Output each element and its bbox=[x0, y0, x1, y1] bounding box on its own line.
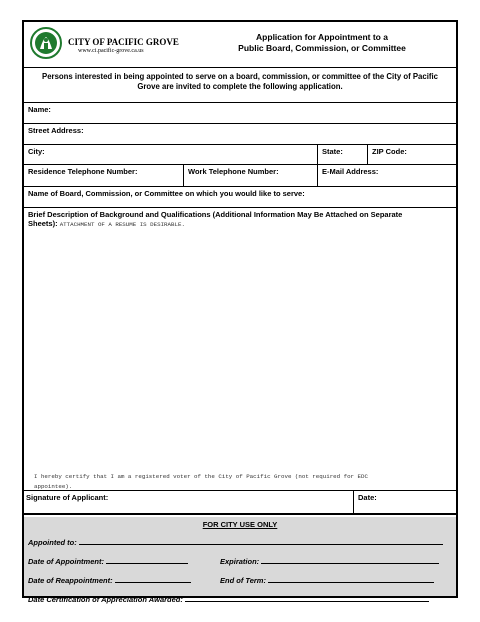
background-field[interactable] bbox=[24, 208, 456, 491]
end-of-term-label: End of Term: bbox=[220, 576, 266, 585]
street-address-field[interactable] bbox=[24, 124, 456, 145]
street-address-label: Street Address: bbox=[28, 126, 84, 135]
voter-certification bbox=[34, 472, 368, 492]
zip-label: ZIP Code: bbox=[372, 147, 407, 156]
date-of-appointment-field[interactable] bbox=[28, 556, 188, 566]
date-label: Date: bbox=[358, 493, 377, 502]
city-url: www.ci.pacific-grove.ca.us bbox=[78, 48, 144, 54]
title-line-1: Application for Appointment to a bbox=[256, 32, 388, 42]
appointed-to-line bbox=[79, 537, 443, 545]
state-label: State: bbox=[322, 147, 343, 156]
residence-phone-label: Residence Telephone Number: bbox=[28, 167, 138, 176]
name-field[interactable] bbox=[24, 103, 456, 124]
background-label-line-2 bbox=[28, 219, 402, 229]
date-of-appointment-line bbox=[106, 556, 188, 564]
board-name-field[interactable] bbox=[24, 187, 456, 208]
background-label-sheets: Sheets): bbox=[28, 219, 58, 228]
certification-line-1: I hereby certify that I am a registered voter of the City of Pacific Grove (not required for EDC bbox=[34, 473, 368, 480]
state-field[interactable] bbox=[318, 145, 368, 164]
zip-field[interactable] bbox=[368, 145, 456, 164]
residence-phone-field[interactable] bbox=[24, 165, 184, 186]
end-of-term-line bbox=[268, 575, 434, 583]
application-title bbox=[204, 32, 440, 54]
email-field[interactable] bbox=[318, 165, 456, 186]
appointed-to-field[interactable] bbox=[28, 537, 443, 547]
signature-row bbox=[24, 491, 456, 515]
city-seal-icon bbox=[30, 27, 62, 59]
appointed-to-label: Appointed to: bbox=[28, 538, 77, 547]
expiration-field[interactable] bbox=[220, 556, 439, 566]
date-of-appointment-label: Date of Appointment: bbox=[28, 557, 104, 566]
work-phone-label: Work Telephone Number: bbox=[188, 167, 279, 176]
city-use-title: FOR CITY USE ONLY bbox=[202, 520, 278, 529]
certification-line-2: appointee). bbox=[34, 483, 73, 490]
certification-award-field[interactable] bbox=[28, 594, 429, 604]
background-label bbox=[28, 210, 402, 229]
form-header bbox=[24, 22, 456, 68]
date-of-reappointment-line bbox=[115, 575, 191, 583]
application-form bbox=[22, 20, 458, 604]
city-use-section bbox=[24, 517, 456, 604]
name-label: Name: bbox=[28, 105, 51, 114]
background-label-line-1: Brief Description of Background and Qualifications (Additional Information May Be Attached on Separate bbox=[28, 210, 403, 219]
resume-note: ATTACHMENT OF A RESUME IS DESIRABLE. bbox=[59, 221, 185, 228]
date-field[interactable] bbox=[354, 491, 456, 513]
email-label: E-Mail Address: bbox=[322, 167, 379, 176]
end-of-term-field[interactable] bbox=[220, 575, 434, 585]
certification-award-line bbox=[185, 594, 429, 602]
certification-award-label: Date Certification of Appreciation Awarded: bbox=[28, 595, 183, 604]
signature-field[interactable] bbox=[24, 491, 354, 513]
date-of-reappointment-label: Date of Reappointment: bbox=[28, 576, 113, 585]
date-of-reappointment-field[interactable] bbox=[28, 575, 191, 585]
title-line-2: Public Board, Commission, or Committee bbox=[238, 43, 406, 53]
board-name-label: Name of Board, Commission, or Committee on which you would like to serve: bbox=[28, 189, 305, 198]
work-phone-field[interactable] bbox=[184, 165, 318, 186]
intro-text: Persons interested in being appointed to serve on a board, commission, or committee of the City of Pacific Grove are invited to complete the following application. bbox=[24, 67, 456, 103]
expiration-label: Expiration: bbox=[220, 557, 260, 566]
signature-label: Signature of Applicant: bbox=[26, 493, 109, 502]
phone-email-row bbox=[24, 165, 456, 187]
city-field[interactable] bbox=[24, 145, 318, 164]
city-label: City: bbox=[28, 147, 45, 156]
expiration-line bbox=[261, 556, 439, 564]
city-name: CITY OF PACIFIC GROVE bbox=[68, 37, 179, 47]
city-state-zip-row bbox=[24, 145, 456, 165]
